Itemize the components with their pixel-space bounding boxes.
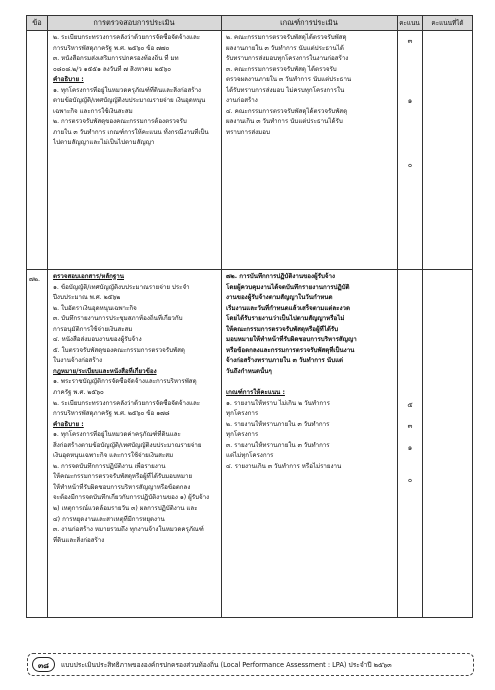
text-line: ๐๘๐๘.๒/ว ๑๕๕๑ ลงวันที่ ๗ สิงหาคม ๒๕๖๐ — [53, 65, 172, 73]
row1-process — [53, 33, 219, 149]
text-line: ๓. หนังสือกรมส่งเสริมการปกครองท้องถิ่น ที่ มท — [53, 55, 179, 63]
text-line: ให้คณะกรรมการตรวจรับพัสดุหรือผู้ที่ได้รับ — [226, 325, 339, 333]
text-line: สิ่งก่อสร้างตามข้อบัญญัติ/เทศบัญญัติงบประมาณรายจ่าย — [53, 441, 202, 449]
row-divider — [27, 269, 472, 270]
text-line: การบริหารพัสดุภาครัฐ พ.ศ. ๒๕๖๐ ข้อ ๗๗๐ — [53, 44, 170, 52]
text-line: ภายใน ๓ วันทำการ เกณฑ์การให้คะแนน ทั้งกรณีงานที่เป็น — [53, 128, 209, 136]
text-line: จะต้องมีการจดบันทึกเกี่ยวกับการปฏิบัติงานของ ๑) ผู้รับจ้าง — [53, 494, 210, 502]
text-line: การอนุมัติการใช้จ่ายเงินสะสม — [53, 325, 133, 333]
text-line: ๑. ทุกโครงการที่อยู่ในหมวดค่าครุภัณฑ์ที่ดินและ — [53, 431, 181, 439]
text-line: รับทราบการส่งมอบทุกโครงการในงานก่อสร้าง — [226, 55, 349, 63]
col-divider — [221, 16, 222, 617]
text-line: ๑. รายงานให้ทราบ ไม่เกิน ๒ วันทำการ — [226, 399, 330, 407]
score-value: ๐ — [407, 161, 413, 169]
row2-criteria-scoring — [226, 388, 395, 472]
score-value: ๐ — [407, 476, 413, 484]
text-line: ๓. งานก่อสร้าง หมายรวมถึง ทุกงานจ้างในหมวดครุภัณฑ์ — [53, 526, 204, 534]
text-line: เฉพาะกิจ และการใช้เงินสะสม — [53, 107, 133, 115]
text-line: ที่ดินและสิ่งก่อสร้าง — [53, 536, 105, 544]
text-line: โดยผู้ควบคุมงานได้จดบันทึกรายงานการปฏิบัติ — [226, 283, 350, 291]
col-divider — [47, 16, 48, 617]
text-line: การบริหารพัสดุภาครัฐ พ.ศ. ๒๕๖๐ ข้อ ๑๗๘ — [53, 410, 170, 418]
header-no: ข้อ — [32, 18, 42, 27]
assessment-table — [26, 15, 473, 618]
text-line: วันถึงกำหนดนั้นๆ — [226, 367, 272, 375]
header-score: คะแนน — [399, 19, 420, 27]
text-line: ๓. รายงานให้ทราบภายใน ๓ วันทำการ — [226, 441, 330, 449]
page-footer — [27, 653, 474, 676]
text-line: ในงานจ้างก่อสร้าง — [53, 357, 103, 365]
text-line: หรือข้อตกลงและกรรมการตรวจรับพัสดุที่เป็นงาน — [226, 346, 355, 354]
text-line: ๔. หนังสือส่งมอบงานของผู้รับจ้าง — [53, 336, 142, 344]
text-line: ๒. ระเบียบกระทรวงการคลังว่าด้วยการจัดซื้อจัดจ้างและ — [53, 34, 201, 41]
text-line: ๑. พระราชบัญญัติการจัดซื้อจัดจ้างและการบริหารพัสดุ — [53, 378, 197, 386]
footer-title: แบบประเมินประสิทธิภาพขององค์กรปกครองส่วนท้องถิ่น (Local Performance Assessment : LPA) ประจำปี ๒๕๖๓ — [61, 661, 392, 669]
text-line: ได้รับทราบการส่งมอบ ไม่ครบทุกโครงการใน — [226, 86, 345, 94]
row2-criteria-indicator — [226, 272, 395, 377]
text-line: ๔. รายงานเกิน ๓ วันทำการ หรือไม่รายงาน — [226, 462, 342, 470]
section-heading: กฎหมาย/ระเบียบและหนังสือที่เกี่ยวข้อง — [53, 367, 157, 375]
col-divider — [397, 16, 398, 617]
text-line: ๓. บันทึกรายงานการประชุมสภาท้องถิ่นที่เกี่ยวกับ — [53, 315, 183, 323]
text-line: ๔. คณะกรรมการตรวจรับพัสดุได้ตรวจรับพัสดุ — [226, 107, 348, 115]
header-got: คะแนนที่ได้ — [431, 19, 464, 27]
text-line: ๑. ทุกโครงการที่อยู่ในหมวดครุภัณฑ์ที่ดินและสิ่งก่อสร้าง — [53, 86, 202, 94]
row2-process — [53, 272, 219, 546]
text-line: ๒. รายงานให้ทราบภายใน ๓ วันทำการ — [226, 420, 330, 428]
text-line: ๕. ใบตรวจรับพัสดุของคณะกรรมการตรวจรับพัสดุ — [53, 346, 185, 354]
text-line: ๒. การจดบันทึกการปฏิบัติงาน เพื่อรายงาน — [53, 462, 166, 470]
item-number: ๗๒. — [29, 275, 41, 283]
section-heading: คำอธิบาย : — [53, 76, 84, 84]
row1-criteria — [226, 33, 395, 138]
text-line: จ้างก่อสร้างทราบภายใน ๓ วันทำการ นับแต่ — [226, 357, 344, 365]
section-heading: คำอธิบาย : — [53, 420, 84, 428]
text-line: ภาครัฐ พ.ศ. ๒๕๖๐ — [53, 389, 104, 397]
text-line: ทุกโครงการ — [226, 431, 259, 439]
text-line: ๒) เหตุการณ์แวดล้อมรายวัน ๓) ผลการปฏิบัติงาน และ — [53, 505, 198, 513]
score-value: ๓ — [407, 422, 413, 430]
text-line: ๗๒. การบันทึกการปฏิบัติงานของผู้รับจ้าง — [226, 273, 336, 280]
score-value: ๓ — [407, 37, 413, 45]
text-line: งานของผู้รับจ้างตามสัญญาในวันกำหนด — [226, 294, 333, 302]
page-number: ๓๘ — [32, 657, 55, 672]
text-line: ๒. คณะกรรมการตรวจรับพัสดุได้ตรวจรับพัสดุ — [226, 34, 347, 41]
header-criteria: เกณฑ์การประเมิน — [280, 18, 338, 27]
text-line: แต่ไม่ทุกโครงการ — [226, 452, 274, 460]
col-divider — [422, 16, 423, 617]
text-line: มอบหมายให้ทำหน้าที่รับผิดชอบการบริหารสัญญา — [226, 336, 357, 344]
text-line: ตามข้อบัญญัติ/เทศบัญญัติงบประมาณรายจ่าย เงินอุดหนุน — [53, 97, 206, 105]
text-line: ผลงานภายใน ๓ วันทำการ นับแต่ประธานได้ — [226, 44, 344, 52]
text-line: ทราบการส่งมอบ — [226, 128, 270, 136]
text-line: ตรวจผลงานภายใน ๓ วันทำการ นับแต่ประธาน — [226, 76, 352, 84]
text-line: ๒. ใบอัตราเงินอุดหนุนเฉพาะกิจ — [53, 304, 137, 312]
text-line: ผลงานเกิน ๓ วันทำการ นับแต่ประธานได้รับ — [226, 118, 343, 126]
section-heading: ตรวจสอบเอกสาร/หลักฐาน — [53, 273, 125, 280]
text-line: ทุกโครงการ — [226, 410, 259, 418]
text-line: ไปตามสัญญาและไม่เป็นไปตามสัญญา — [53, 139, 155, 147]
text-line: ๒. ระเบียบกระทรวงการคลังว่าด้วยการจัดซื้อจัดจ้างและ — [53, 399, 201, 407]
text-line: เริ่มงานและวันที่กำหนดแล้วเสร็จตามแต่ละงวด — [226, 304, 350, 312]
text-line: ๒. การตรวจรับพัสดุของคณะกรรมการต้องตรวจรับ — [53, 118, 187, 126]
score-value: ๑ — [407, 97, 413, 105]
text-line: ๔) การหยุดงานและสาเหตุที่มีการหยุดงาน — [53, 515, 165, 523]
text-line: ให้คณะกรรมการตรวจรับพัสดุหรือผู้ที่ได้รับมอบหมาย — [53, 473, 193, 481]
header-process: การตรวจสอบการประเมิน — [93, 18, 175, 27]
text-line: งานก่อสร้าง — [226, 97, 258, 105]
text-line: ๓. คณะกรรมการตรวจรับพัสดุ ได้ตรวจรับ — [226, 65, 337, 73]
text-line: ปีงบประมาณ พ.ศ. ๒๕๖๒ — [53, 294, 121, 302]
score-value: ๑ — [407, 444, 413, 452]
text-line: เงินอุดหนุนเฉพาะกิจ และการใช้จ่ายเงินสะสม — [53, 452, 174, 460]
section-heading: เกณฑ์การให้คะแนน : — [226, 389, 285, 396]
text-line: ให้ทำหน้าที่รับผิดชอบการบริหารสัญญาหรือข้อตกลง — [53, 483, 191, 491]
text-line: โดยได้รับรายงานว่าเป็นไปตามสัญญาหรือไม่ — [226, 315, 345, 323]
text-line: ๑. ข้อบัญญัติ/เทศบัญญัติงบประมาณรายจ่าย ประจำ — [53, 283, 190, 291]
score-value: ๕ — [407, 401, 413, 409]
